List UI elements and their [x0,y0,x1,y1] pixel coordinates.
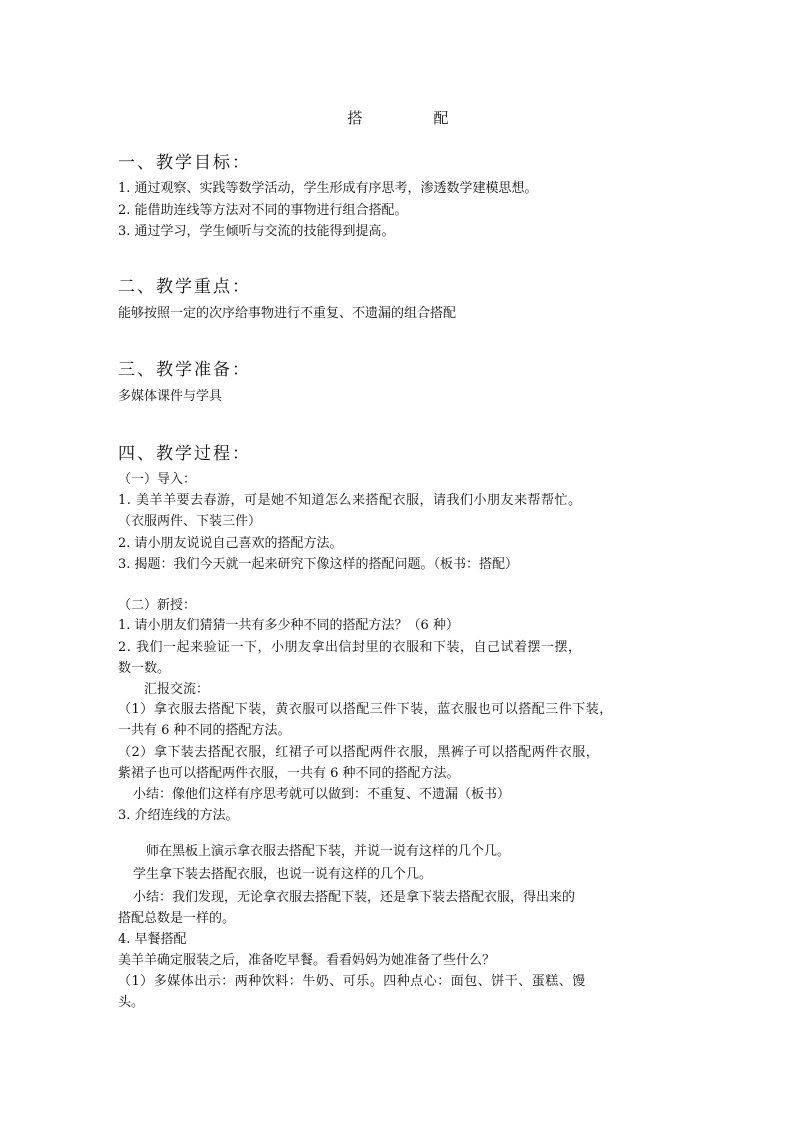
paragraph-line: （2）拿下装去搭配衣服，红裙子可以搭配两件衣服，黑裤子可以搭配两件衣服， [118,745,600,760]
paragraph-line: 小结：像他们这样有序思考就可以做到：不重复、不遗漏（板书） [133,787,511,802]
paragraph-line: 汇报交流： [144,682,210,697]
paragraph-line: （衣服两件、下装三件） [118,514,262,529]
document-page [118,0,678,1123]
paragraph-line: 一共有 6 种不同的搭配方法。 [118,723,291,738]
process-heading: 四、教学过程： [118,444,251,464]
paragraph-line: 2. 我们一起来验证一下，小朋友拿出信封里的衣服和下装，自己试着摆一摆， [118,640,582,655]
paragraph-line: 数一数。 [118,661,171,676]
prep-heading: 三、教学准备： [118,360,251,380]
paragraph-line: 美羊羊确定服装之后，准备吃早餐。看看妈妈为她准备了些什么？ [118,953,496,968]
paragraph-line: 搭配总数是一样的。 [118,911,236,926]
paragraph-line: 师在黑板上演示拿衣服去搭配下装，并说一说有这样的几个几。 [146,844,511,859]
focus-heading: 二、教学重点： [118,277,251,297]
goal-item: 3. 通过学习，学生倾听与交流的技能得到提高。 [118,224,395,239]
subsection-heading: （一）导入： [118,472,197,487]
goals-heading: 一、教学目标： [118,153,251,173]
paragraph-line: 头。 [118,995,145,1010]
goal-item: 1. 通过观察、实践等数学活动，学生形成有序思考，渗透数学建模思想。 [118,181,538,196]
paragraph-line: 学生拿下装去搭配衣服，也说一说有这样的几个几。 [133,867,433,882]
subsection-heading: （二）新授： [118,598,197,613]
paragraph-line: 2. 请小朋友说说自己喜欢的搭配方法。 [118,536,343,551]
prep-text: 多媒体课件与学具 [118,389,223,404]
paragraph-line: 3. 揭题：我们今天就一起来研究下像这样的搭配问题。（板书：搭配） [118,557,519,572]
document-title: 搭 配 [347,109,477,127]
paragraph-line: （1）拿衣服去搭配下装，黄衣服可以搭配三件下装，蓝衣服也可以搭配三件下装， [118,702,613,717]
goal-item: 2. 能借助连线等方法对不同的事物进行组合搭配。 [118,203,408,218]
paragraph-line: 1. 美羊羊要去春游，可是她不知道怎么来搭配衣服，请我们小朋友来帮帮忙。 [118,493,582,508]
paragraph-line: 4. 早餐搭配 [118,932,187,947]
paragraph-line: 3. 介绍连线的方法。 [118,808,239,823]
paragraph-line: （1）多媒体出示：两种饮料：牛奶、可乐。四种点心：面包、饼干、蛋糕、馒 [118,974,586,989]
paragraph-line: 紫裙子也可以搭配两件衣服，一共有 6 种不同的搭配方法。 [118,766,460,781]
paragraph-line: 1. 请小朋友们猜猜一共有多少种不同的搭配方法？（6 种） [118,618,459,633]
paragraph-line: 小结：我们发现，无论拿衣服去搭配下装，还是拿下装去搭配衣服，得出来的 [133,890,576,905]
focus-text: 能够按照一定的次序给事物进行不重复、不遗漏的组合搭配 [118,306,457,321]
